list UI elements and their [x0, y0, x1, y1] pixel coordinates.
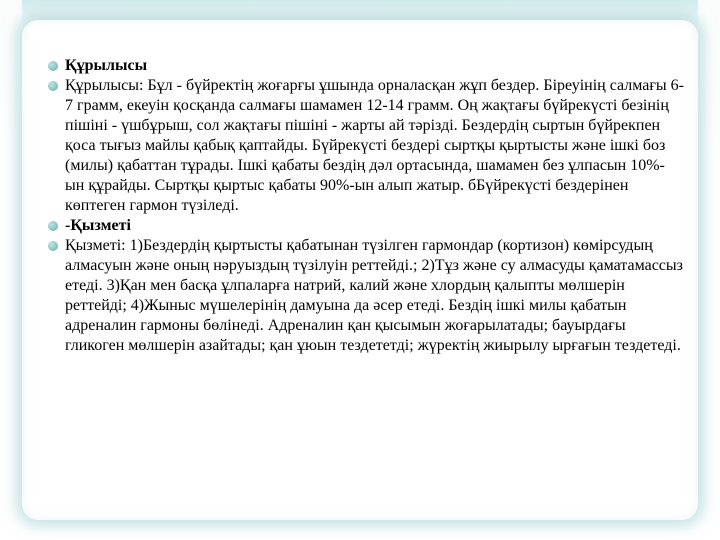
bullet-dot-icon: [48, 241, 58, 251]
bullet-text: Қызметі: 1)Бездердің қыртысты қабатынан түзілген гармондар (кортизон) көмірсудың алмасуын және оның нәруыздың түзілуін реттейді.; 2)Тұз және су алмасуды қаматамассыз етеді. 3)Қан мен басқа ұлпаларға натрий, калий және хлордың қалыпты мөлшерін реттейді; 4)Жыныс мүшелерінің дамуына да әсер етеді. Бездің ішкі милы қабатын адреналин гармоны бөлінеді. Адреналин қан қысымын жоғарылатады; бауырдағы гликоген мөлшерін азайтады; қан ұюын тездететді; жүректің жиырылу ырғағын тездетеді.: [65, 237, 683, 354]
bullet-item-structure-text: [48, 76, 684, 216]
bullet-dot-icon: [48, 221, 58, 231]
bullet-dot-icon: [48, 61, 58, 71]
bullet-item-heading-structure: [48, 56, 684, 76]
content-area: [48, 56, 684, 356]
bullet-text: -Қызметі: [65, 217, 131, 234]
bullet-text: Құрылысы: [65, 57, 148, 74]
bullet-list: [48, 56, 684, 356]
bullet-item-function-text: [48, 236, 684, 356]
bullet-item-heading-function: [48, 216, 684, 236]
bullet-text: Құрылысы: Бұл - бүйректің жоғарғы ұшында орналасқан жұп бездер. Біреуінің салмағы 6-7 грамм, екеуін қосқанда салмағы шамамен 12-14 грамм. Оң жақтағы бүйрекүсті безінің пішіні - үшбұрыш, сол жақтағы пішіні - жарты ай тәрізді. Бездердің сыртын бүйрекпен қоса тығыз майлы қабық қаптайды. Бүйрекүсті бездері сыртқы қыртысты және ішкі боз (милы) қабаттан тұрады. Ішкі қабаты бездің дәл ортасында, шамамен без ұлпасын 10%-ын құрайды. Сыртқы қыртыс қабаты 90%-ын алып жатыр. бБүйрекүсті бездерінен көптеген гармон түзіледі.: [65, 77, 685, 214]
bullet-dot-icon: [48, 81, 58, 91]
